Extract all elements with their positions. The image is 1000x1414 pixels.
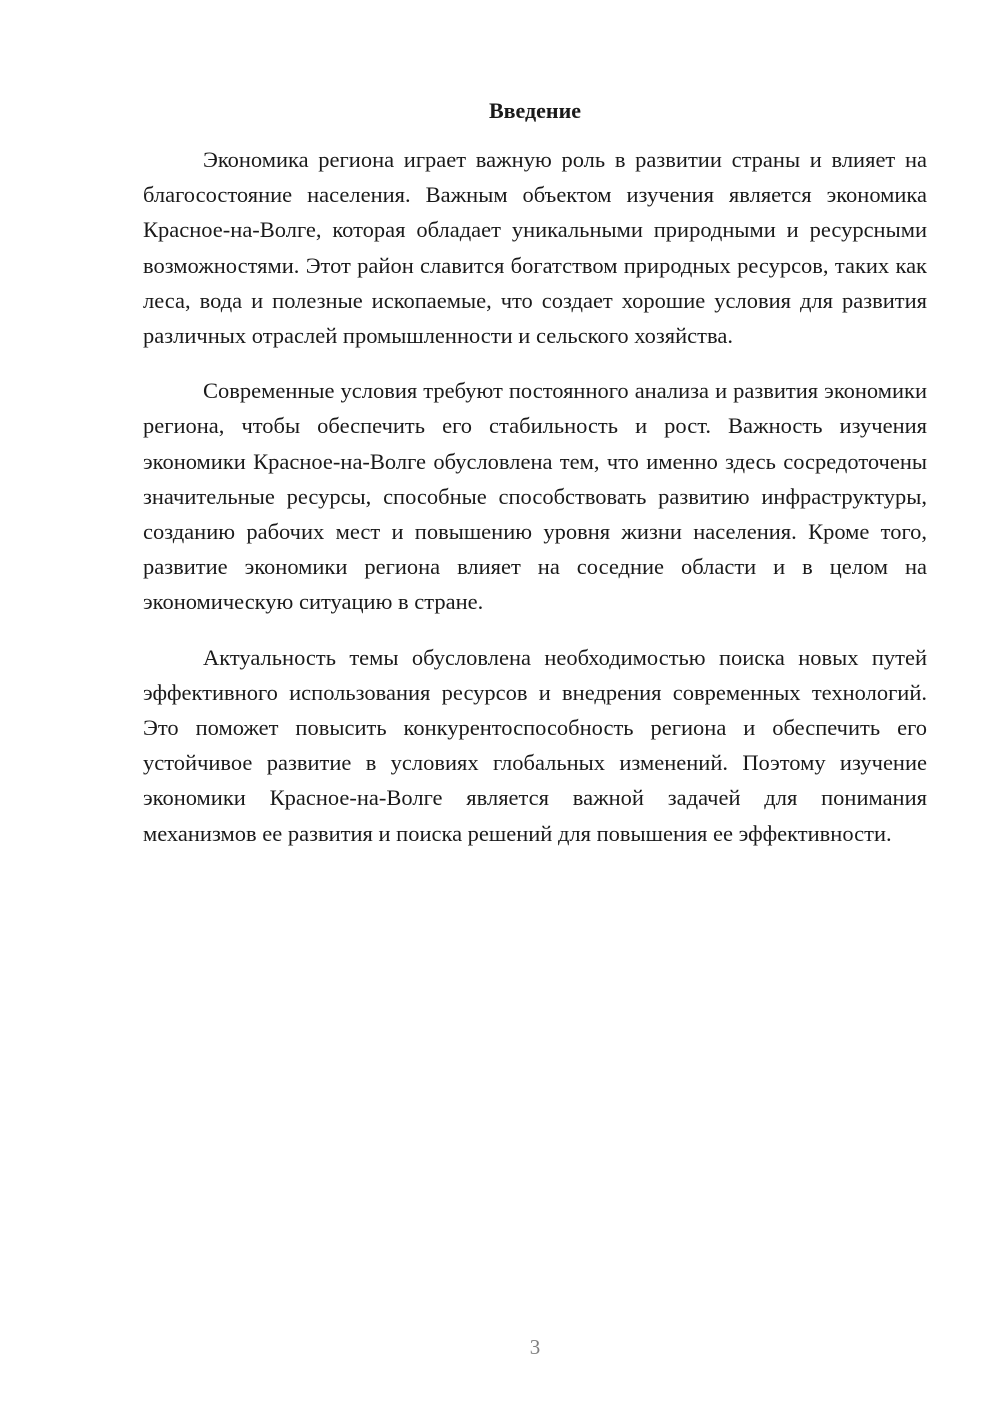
- section-heading: Введение: [488, 98, 582, 123]
- page-number: 3: [529, 1335, 541, 1359]
- body-text: [143, 142, 927, 871]
- paragraph-3: Актуальность темы обусловлена необходимостью поиска новых путей эффективного использования ресурсов и внедрения современных технологий. Это поможет повысить конкурентоспособность региона и обеспечить его устойчивое развитие в условиях глобальных изменений. Поэтому изучение экономики Красное-на-Волге является важной задачей для понимания механизмов ее развития и поиска решений для повышения ее эффективности.: [143, 644, 927, 846]
- paragraph-1: Экономика региона играет важную роль в развитии страны и влияет на благосостояние населения. Важным объектом изучения является экономика Красное-на-Волге, которая обладает уникальными природными и ресурсными возможностями. Этот район славится богатством природных ресурсов, таких как леса, вода и полезные ископаемые, что создает хорошие условия для развития различных отраслей промышленности и сельского хозяйства.: [143, 147, 927, 349]
- paragraph-2: Современные условия требуют постоянного анализа и развития экономики региона, чтобы обеспечить его стабильность и рост. Важность изучения экономики Красное-на-Волге обусловлена тем, что именно здесь сосредоточены значительные ресурсы, способные способствовать развитию инфраструктуры, созданию рабочих мест и повышению уровня жизни населения. Кроме того, развитие экономики региона влияет на соседние области и в целом на экономическую ситуацию в стране.: [143, 378, 927, 615]
